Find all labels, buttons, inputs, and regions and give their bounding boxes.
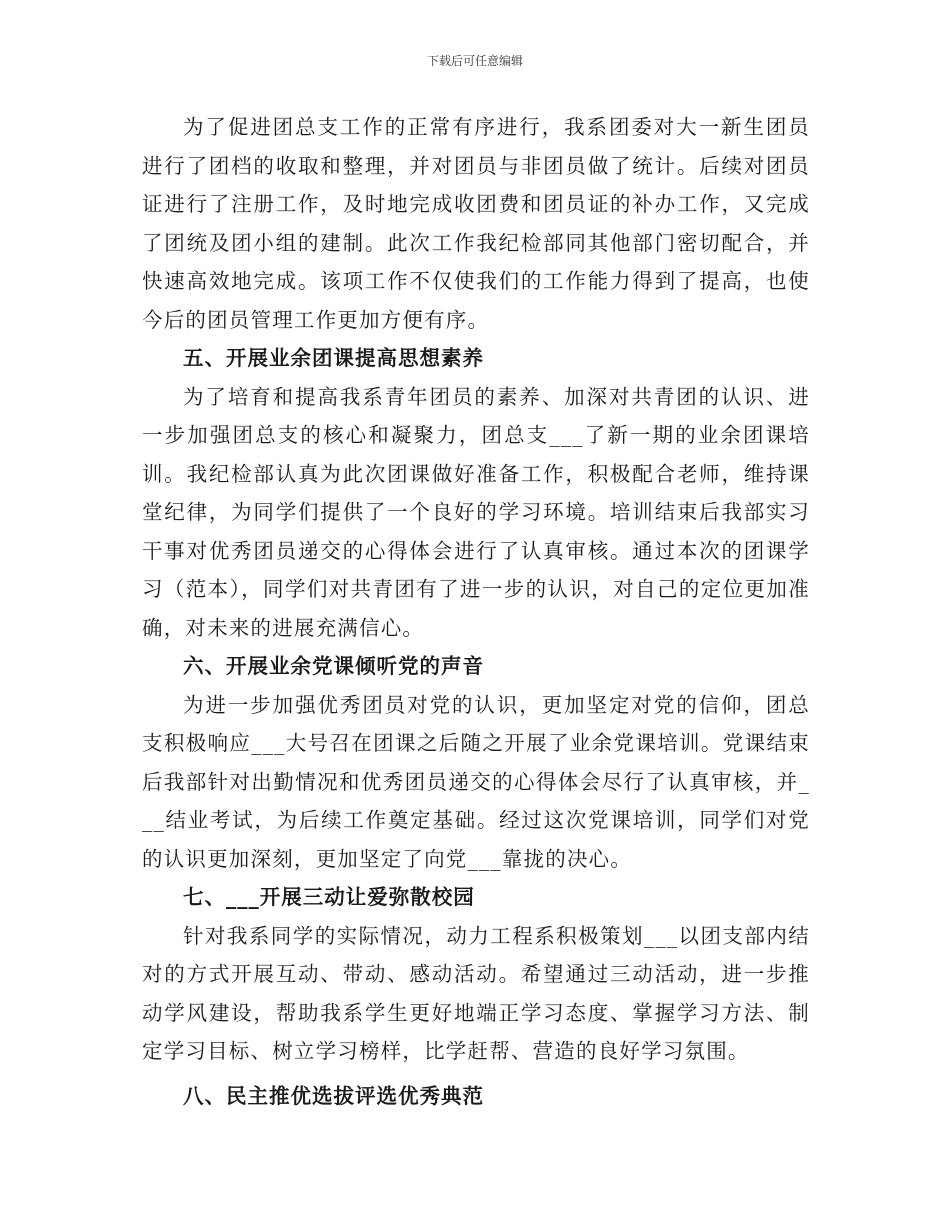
section-heading-6: 六、开展业余党课倾听党的声音 — [183, 654, 484, 678]
paragraph-party-course: 为进一步加强优秀团员对党的认识，更加坚定对党的信仰，团总支积极响应___大号召在团课之后随之开展了业余党课培训。党课结束后我部针对出勤情况和优秀团员递交的心得体会尽行了认真审核，并___结业考试，为后续工作奠定基础。经过这次党课培训，同学们对党的认识更加深刻，更加坚定了向党___靠拢的决心。 — [142, 692, 810, 871]
section-heading-7: 七、___开展三动让爱弥散校园 — [183, 885, 475, 909]
section-heading-5: 五、开展业余团课提高思想素养 — [183, 346, 484, 370]
document-body — [142, 108, 810, 1115]
paragraph-three-actions: 针对我系同学的实际情况，动力工程系积极策划___以团支部内结对的方式开展互动、带动、感动活动。希望通过三动活动，进一步推动学风建设，帮助我系学生更好地端正学习态度、掌握学习方法、制定学习目标、树立学习榜样，比学赶帮、营造的良好学习氛围。 — [142, 923, 810, 1063]
page-header: 下载后可任意编辑 — [426, 54, 523, 68]
paragraph-team-records: 为了促进团总支工作的正常有序进行，我系团委对大一新生团员进行了团档的收取和整理，并对团员与非团员做了统计。后续对团员证进行了注册工作，及时地完成收团费和团员证的补办工作，又完成了团统及团小组的建制。此次工作我纪检部同其他部门密切配合，并快速高效地完成。该项工作不仅使我们的工作能力得到了提高，也使今后的团员管理工作更加方便有序。 — [142, 115, 810, 332]
section-heading-8: 八、民主推优选拔评选优秀典范 — [183, 1083, 484, 1108]
paragraph-team-course: 为了培育和提高我系青年团员的素养、加深对共青团的认识、进一步加强团总支的核心和凝聚力，团总支___了新一期的业余团课培训。我纪检部认真为此次团课做好准备工作，积极配合老师，维持课堂纪律，为同学们提供了一个良好的学习环境。培训结束后我部实习干事对优秀团员递交的心得体会进行了认真审核。通过本次的团课学习（范本），同学们对共青团有了进一步的认识，对自己的定位更加准确，对未来的进展充满信心。 — [142, 384, 810, 640]
